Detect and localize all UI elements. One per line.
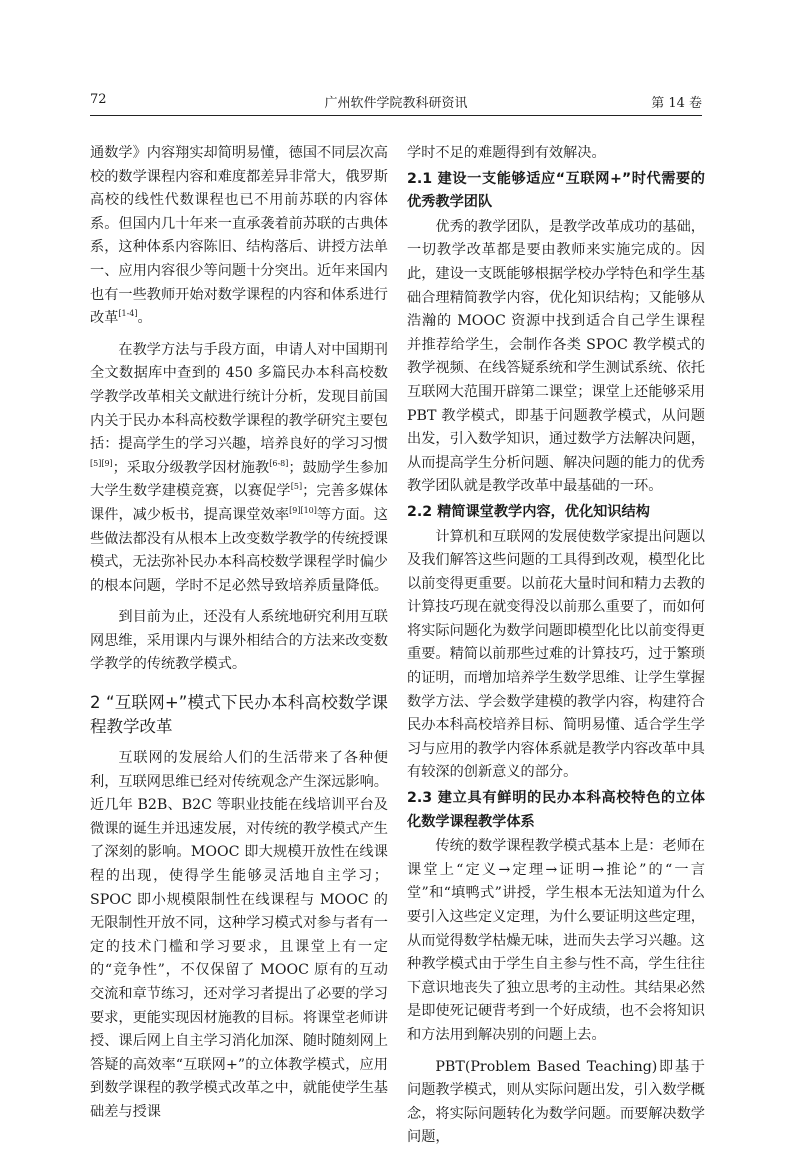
citation: [1-4]: [118, 309, 138, 319]
running-header: [90, 92, 702, 114]
left-column: [90, 142, 388, 1125]
section-heading: 2 “互联网+”模式下民办本科高校数学课程教学改革: [90, 693, 388, 737]
volume-label: 第 14 卷: [651, 96, 702, 111]
paragraph: [90, 339, 388, 599]
journal-title: 广州软件学院教科研资讯: [324, 96, 468, 111]
paragraph-text: ；鼓励学生参加大学生数学建模竞赛，以赛促学: [90, 459, 388, 500]
subsection-heading: 2.2 精简课堂教学内容，优化知识结构: [407, 503, 650, 520]
citation: [6-8]: [269, 458, 289, 468]
paragraph: 学时不足的难题得到有效解决。: [407, 145, 606, 161]
paragraph: PBT(Problem Based Teaching)即基于问题教学模式，则从实际问题出发，引入数学概念，将实际问题转化为数学问题。而要解决数学问题，: [407, 1058, 705, 1146]
citation: [5]: [290, 482, 303, 492]
paragraph: 计算机和互联网的发展使数学家提出问题以及我们解答这些问题的工具得到改观，模型化比以前变得更重要。以前花大量时间和精力去教的计算技巧现在就变得没以前那么重要了，而如何将实际问题化为数学问题即模型化比以前变得更重要。精简以前那些过难的计算技巧，过于繁琐的证明，而增加培养学生数学思维、让学生掌握数学方法、学会数学建模的教学内容，构建符合民办本科高校培养目标、简明易懂、适合学生学习与应用的教学内容体系就是教学内容改革中具有较深的创新意义的部分。: [407, 528, 705, 781]
paragraph-text: 在教学方法与手段方面，申请人对中国期刊全文数据库中查到的 450 多篇民办本科高校数学教学改革相关文献进行统计分析，发现目前国内关于民办本科高校数学课程的教学研究主要包括：提高学生的学习兴趣，培养良好的学习习惯: [90, 341, 388, 453]
paragraph: 传统的数学课程教学模式基本上是：老师在课堂上“定义→定理→证明→推论”的“一言堂”和“填鸭式”讲授，学生根本无法知道为什么要引入这些定义定理，为什么要证明这些定理，从而觉得数学枯燥无味，进而失去学习兴趣。这种教学模式由于学生自主参与性不高，学生往往下意识地丧失了独立思考的主动性。其结果必然是即使死记硬背考到一个好成绩，也不会将知识和方法用到解决别的问题上去。: [407, 838, 705, 1043]
right-column: [407, 142, 705, 1150]
paragraph-text: ；采取分级教学因材施教: [112, 459, 270, 476]
header-rule: [90, 115, 702, 116]
paragraph: [90, 142, 388, 331]
paragraph-text: ；完善多媒体课件，减少板书，提高课堂效率: [90, 483, 388, 523]
subsection-heading: 2.3 建立具有鲜明的民办本科高校特色的立体化数学课程教学体系: [407, 790, 705, 830]
paragraph: 到目前为止，还没有人系统地研究利用互联网思维，采用课内与课外相结合的方法来改变数学教学的传统教学模式。: [90, 609, 388, 673]
page-number: 72: [90, 92, 107, 107]
paragraph-text: 通数学》内容翔实却简明易懂，德国不同层次高校的数学课程内容和难度都差异非常大，俄罗斯高校的线性代数课程也已不用前苏联的内容体系。但国内几十年来一直承袭着前苏联的古典体系，这种体系内容陈旧、结构落后、讲授方法单一、应用内容很少等问题十分突出。近年来国内也有一些教师开始对数学课程的内容和体系进行改革: [90, 145, 388, 327]
paragraph: 优秀的教学团队，是教学改革成功的基础，一切教学改革都是要由教师来实施完成的。因此，建设一支既能够根据学校办学特色和学生基础合理精简教学内容，优化知识结构；又能够从浩瀚的 MOOC 资源中找到适合自己学生课程并推荐给学生，会制作各类 SPOC 教学模式的教学视频、在线答疑系统和学生测试系统、依托互联网大范围开辟第二课堂；课堂上还能够采用 PBT 教学模式，即基于问题教学模式，从问题出发，引入数学知识，通过数学方法解决问题，从而提高学生分析问题、解决问题的能力的优秀教学团队就是教学改革中最基础的一环。: [407, 218, 705, 495]
subsection-heading: 2.1 建设一支能够适应“互联网+”时代需要的优秀教学团队: [407, 170, 705, 211]
paragraph: 互联网的发展给人们的生活带来了各种便利，互联网思维已经对传统观念产生深远影响。近几年 B2B、B2C 等职业技能在线培训平台及微课的诞生并迅速发展，对传统的教学模式产生了深刻的影响。MOOC 即大规模开放性在线课程的出现，使得学生能够灵活地自主学习；SPOC 即小规模限制性在线课程与 MOOC 的无限制性开放不同，这种学习模式对参与者有一定的技术门槛和学习要求，且课堂上有一定的“竞争性”，不仅保留了 MOOC 原有的互动交流和章节练习，还对学习者提出了必要的学习要求，更能实现因材施教的目标。将课堂老师讲授、课后网上自主学习消化加深、随时随刻网上答疑的高效率“互联网+”的立体教学模式，应用到数学课程的教学模式改革之中，就能使学生基础差与授课: [90, 750, 388, 1120]
paragraph-text: 。: [137, 310, 152, 327]
paragraph-text: 等方面。这些做法都没有从根本上改变数学教学的传统授课模式，无法弥补民办本科高校数学课程学时偏少的根本问题，学时不足必然导致培养质量降低。: [90, 506, 388, 594]
citation: [5][9]: [90, 458, 113, 468]
citation: [9][10]: [289, 505, 317, 515]
